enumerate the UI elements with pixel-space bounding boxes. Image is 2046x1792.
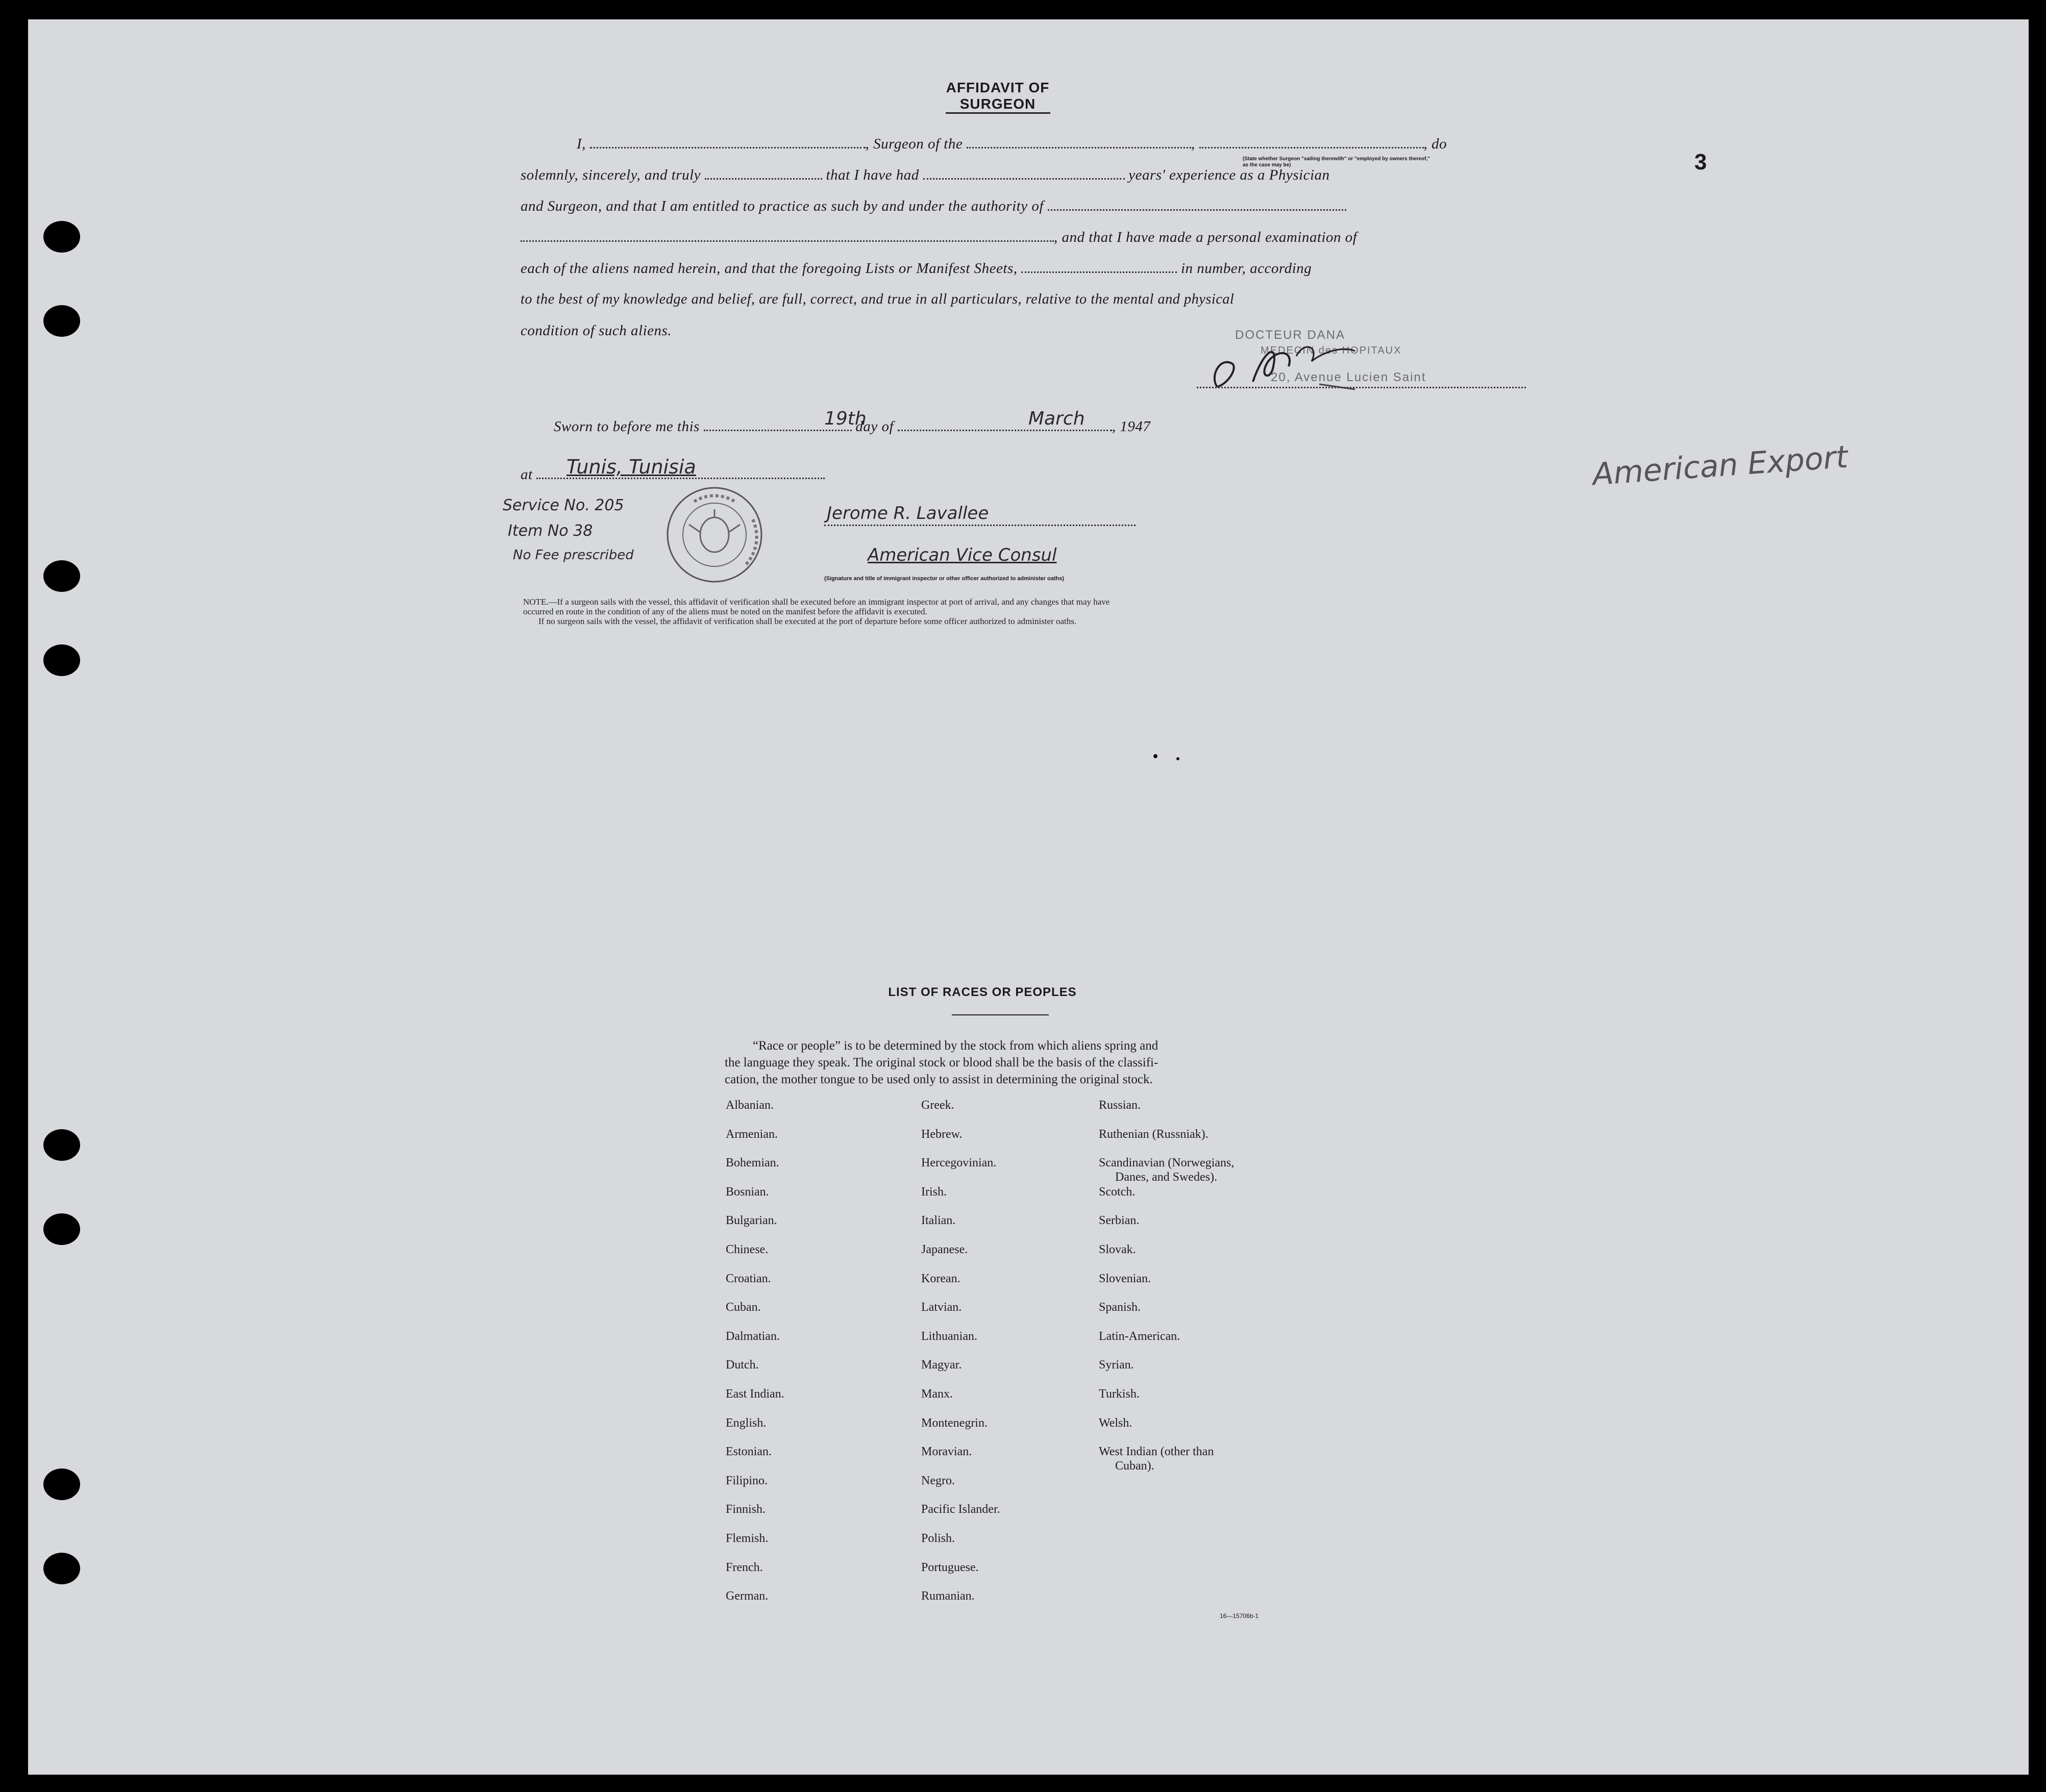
officer-signature-line [824,525,1136,526]
line5-b: in number, according [1180,260,1312,277]
race-item: English. [726,1416,767,1430]
races-intro [725,1037,1281,1088]
affidavit-line-1 [577,136,1447,153]
surgeon-stamp-line-1: DOCTEUR DANA [1235,328,1346,342]
race-item: Filipino. [726,1474,768,1487]
race-item: East Indian. [726,1387,784,1401]
margin-note: American Export [1591,439,1849,493]
surgeon-status-field [1199,136,1424,148]
sworn-year: , 1947 [1112,418,1151,435]
race-item: Chinese. [726,1242,769,1256]
race-item: Greek. [921,1099,954,1112]
race-item: Negro. [921,1474,955,1487]
punch-hole [43,1129,80,1161]
surgeon-stamp-line-2: MEDECIN des HOPITAUX [1261,345,1402,356]
race-item: Slovak. [1099,1242,1136,1256]
form-code: 16—15706b-1 [1220,1612,1259,1620]
line3: and Surgeon, and that I am entitled to practice as such by and under the authority of [521,198,1044,214]
consulate-seal [663,484,766,586]
line1-fine-print: (State whether Surgeon "sailing therewith" or "employed by owners thereof," as the case may be) [1243,156,1430,168]
race-item: Magyar. [921,1358,962,1372]
punch-hole [43,305,80,337]
race-item: Hercegovinian. [921,1156,997,1170]
note-line-1: NOTE.—If a surgeon sails with the vessel, this affidavit of verification shall be executed before an immigrant inspector at port of arrival, and any changes that may have [523,597,1110,607]
race-item: Serbian. [1099,1214,1140,1228]
race-item: Scotch. [1099,1185,1136,1199]
sworn-day: 19th [824,408,867,429]
race-item: German. [726,1589,769,1603]
race-item: Ruthenian (Russniak). [1099,1127,1209,1141]
line4: , and that I have made a personal examination of [1054,229,1358,245]
punch-hole [43,1553,80,1584]
race-item: Bulgarian. [726,1214,777,1228]
line1-c: , [1191,136,1195,152]
race-item: Syrian. [1099,1358,1134,1372]
no-fee-note: No Fee prescribed [513,547,634,563]
races-title-underline [952,1014,1049,1015]
affidavit-title: AFFIDAVIT OF SURGEON [946,80,1050,112]
punch-hole [43,560,80,592]
race-item: Polish. [921,1531,955,1545]
punch-hole [43,644,80,676]
race-item: Irish. [921,1185,947,1199]
race-item: Welsh. [1099,1416,1132,1430]
race-item: Cuban). [1115,1459,1154,1473]
line5-a: each of the aliens named herein, and that the foregoing Lists or Manifest Sheets, [521,260,1018,277]
races-title: LIST OF RACES OR PEOPLES [888,985,1077,999]
races-column-1 [726,1098,784,1617]
punch-hole [43,1469,80,1500]
race-item: Italian. [921,1214,956,1228]
race-item: Lithuanian. [921,1329,977,1343]
race-item: Slovenian. [1099,1272,1151,1285]
races-intro-line-2: the language they speak. The original stock or blood shall be the basis of the classifi- [725,1056,1158,1069]
race-item: Bohemian. [726,1156,779,1170]
vessel-name-field [967,136,1191,148]
line2-c: years' experience as a Physician [1128,167,1330,183]
document-page [28,19,2029,1775]
surgeon-name-field [590,136,866,148]
race-item: Armenian. [726,1127,778,1141]
sworn-month: March [1028,408,1085,429]
affidavit-line-2 [521,167,1330,184]
line1-a: I, [577,136,586,152]
line2-b: that I have had [826,167,919,183]
race-item: Albanian. [726,1099,774,1112]
race-item: Montenegrin. [921,1416,988,1430]
race-item: Finnish. [726,1503,766,1516]
sworn-a: Sworn to before me this [554,418,700,435]
race-item: Croatian. [726,1272,771,1285]
at-place: Tunis, Tunisia [566,456,696,478]
race-item: Scandinavian (Norwegians, [1099,1156,1235,1170]
race-item: Dutch. [726,1358,759,1372]
stray-mark [1176,757,1179,760]
surgeon-stamp-line-3: 20, Avenue Lucien Saint [1271,370,1426,384]
note-line-2: occurred en route in the condition of any of the aliens must be noted on the manifest before the affidavit is executed. [523,607,927,616]
affidavit-line-3 [521,198,1346,215]
punch-hole [43,1213,80,1245]
race-item: Latvian. [921,1301,962,1314]
authority-field-cont [521,229,1054,242]
races-column-3 [1099,1098,1234,1487]
race-item: Rumanian. [921,1589,975,1603]
race-item: Danes, and Swedes). [1115,1171,1217,1184]
race-item: Moravian. [921,1445,972,1459]
race-item: Dalmatian. [726,1329,780,1343]
item-number: Item No 38 [508,522,593,540]
race-item: Korean. [921,1272,960,1285]
oath-field [705,167,822,180]
line1-d: , do [1423,136,1447,152]
officer-title: American Vice Consul [868,545,1057,565]
years-field [923,167,1125,180]
race-item: Spanish. [1099,1301,1141,1314]
officer-caption: (Signature and title of immigrant inspector or other officer authorized to administer oaths) [824,576,1064,582]
punch-hole [43,221,80,253]
race-item: Russian. [1099,1099,1141,1112]
surgeon-signature [1202,320,1416,397]
races-column-2 [921,1098,1000,1617]
sheets-count-field [1021,260,1177,273]
officer-signature: Jerome R. Lavallee [827,503,989,524]
note-line-3: If no surgeon sails with the vessel, the affidavit of verification shall be executed at the port of departure before some officer authorized to administer oaths. [538,616,1077,626]
races-intro-line-3: cation, the mother tongue to be used only to assist in determining the original stock. [725,1073,1153,1086]
line1-b: , Surgeon of the [865,136,963,152]
authority-field [1048,198,1346,211]
race-item: Estonian. [726,1445,772,1459]
title-underline [946,112,1050,114]
races-intro-line-1: “Race or people” is to be determined by the stock from which aliens spring and [753,1039,1158,1053]
at-label: at [521,466,533,483]
race-item: Latin-American. [1099,1329,1180,1343]
race-item: Turkish. [1099,1387,1140,1401]
race-item: Cuban. [726,1301,761,1314]
sworn-b: day of [855,418,894,435]
race-item: Flemish. [726,1531,769,1545]
affidavit-line-7: condition of such aliens. [521,322,672,339]
service-number: Service No. 205 [503,496,624,514]
race-item: West Indian (other than [1099,1445,1214,1459]
race-item: Pacific Islander. [921,1503,1000,1516]
line2-a: solemnly, sincerely, and truly [521,167,701,183]
affidavit-line-4 [521,229,1357,246]
surgeon-signature-line [1197,387,1526,388]
page-number: 3 [1694,150,1707,175]
affidavit-line-6: to the best of my knowledge and belief, are full, correct, and true in all particulars, relative to the mental and physical [521,291,1235,307]
race-item: Portuguese. [921,1560,979,1574]
race-item: Japanese. [921,1242,968,1256]
race-item: French. [726,1560,763,1574]
race-item: Hebrew. [921,1127,963,1141]
stray-mark [1153,754,1157,758]
race-item: Manx. [921,1387,953,1401]
affidavit-line-5 [521,260,1312,277]
race-item: Bosnian. [726,1185,769,1199]
